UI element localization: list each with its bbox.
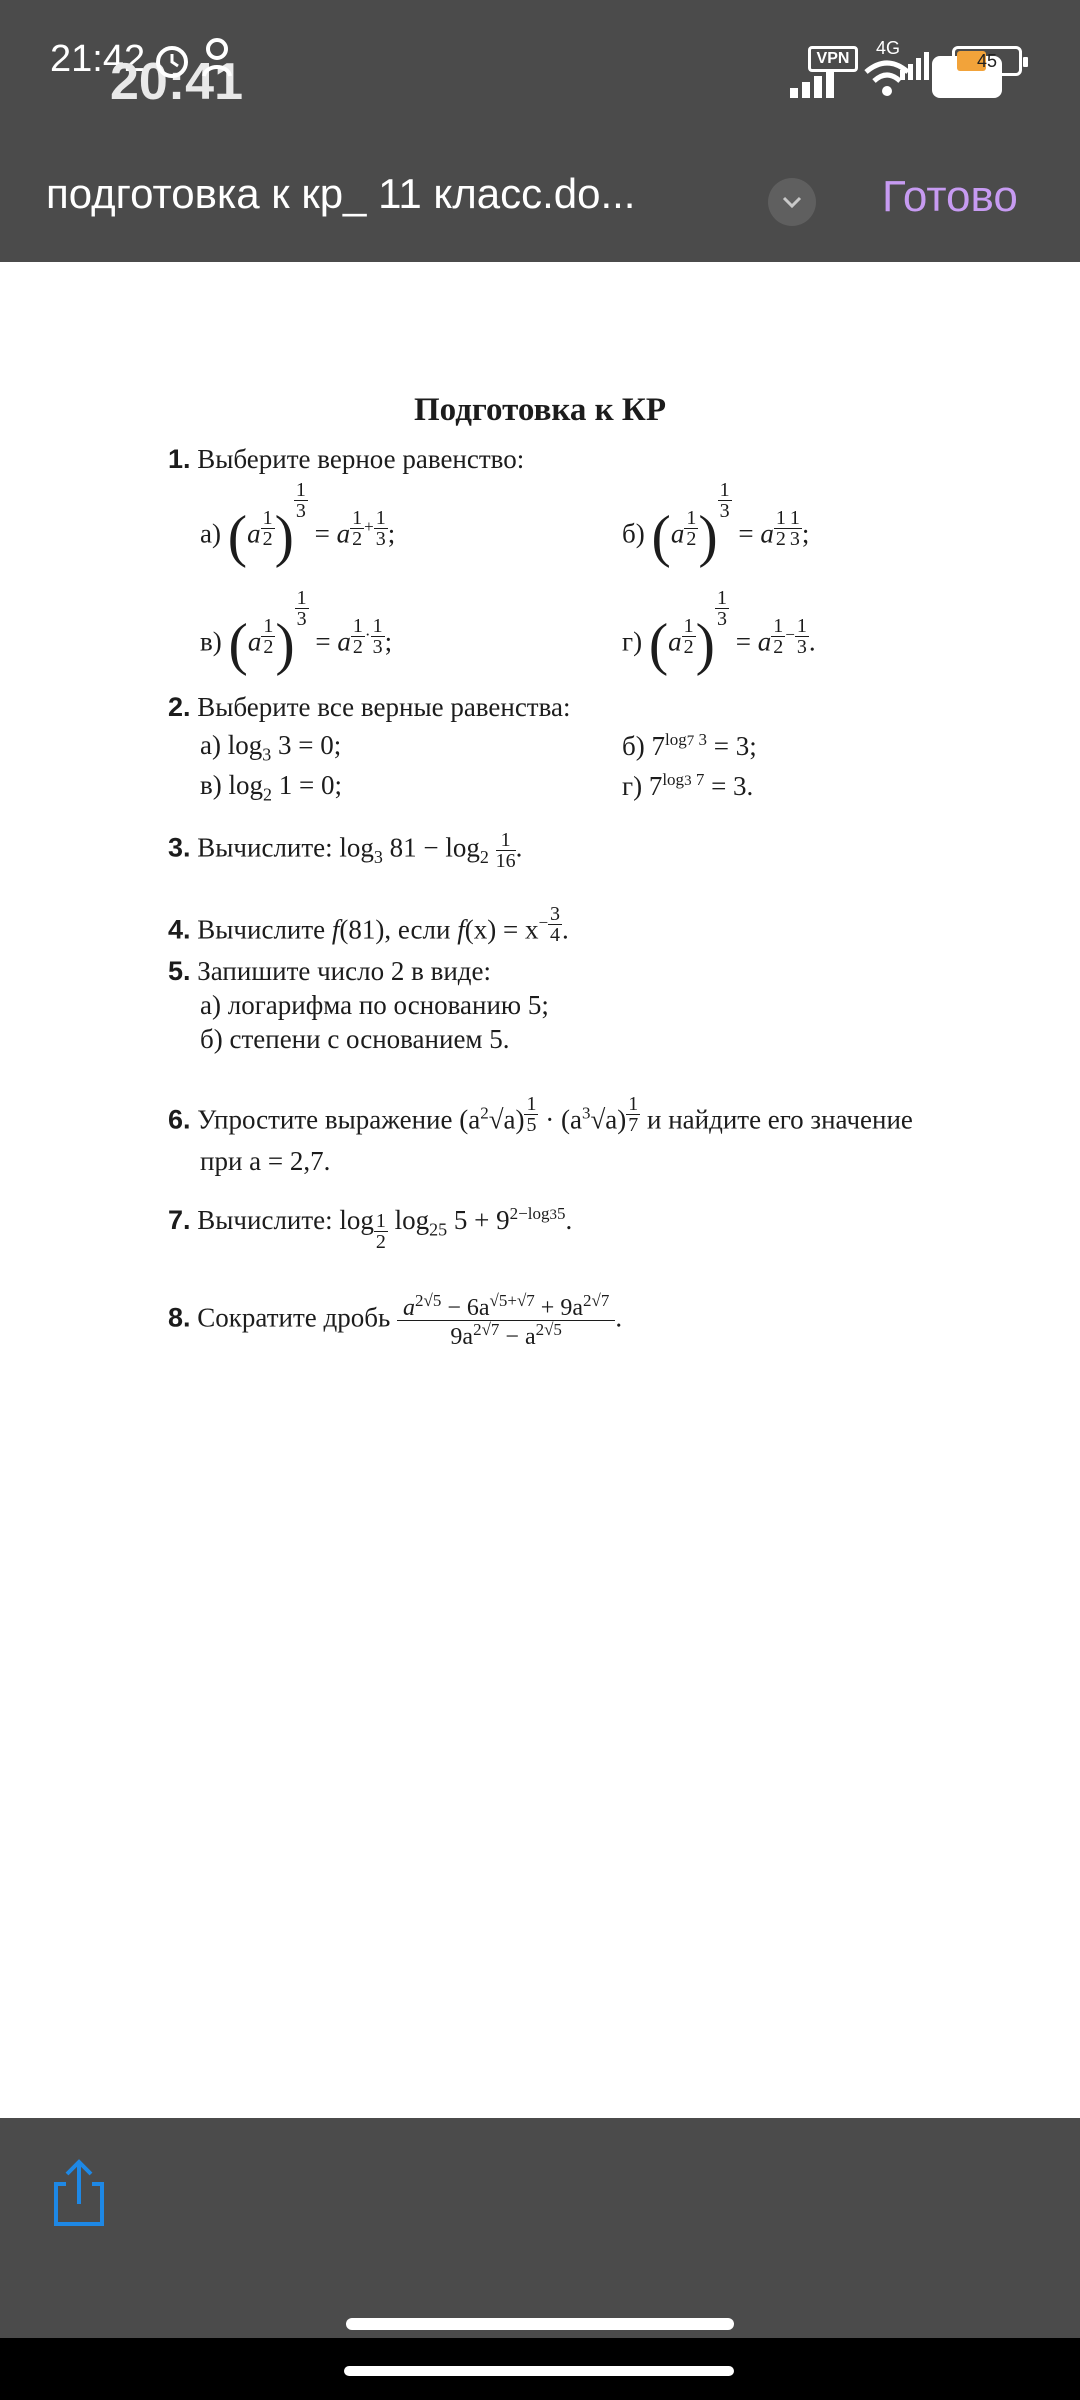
q2-option-d — [622, 770, 753, 802]
option-end: ; — [387, 518, 396, 549]
share-icon[interactable] — [50, 2158, 108, 2228]
fraction-numerator: 1 — [496, 830, 516, 851]
option-label: а) — [200, 518, 221, 549]
question-number: 8. — [168, 1302, 191, 1333]
text: √a) — [488, 1104, 525, 1135]
question-2 — [168, 692, 570, 723]
text: 5 + 9 — [447, 1205, 510, 1235]
chevron-down-icon — [781, 194, 803, 210]
text: = 3; — [706, 731, 757, 761]
battery-level: 45 — [976, 51, 998, 71]
home-indicator[interactable] — [346, 2318, 734, 2330]
exp-arg: 5 — [556, 1204, 566, 1223]
person-icon — [200, 36, 234, 80]
fraction-numerator — [397, 1292, 615, 1321]
text: √a) — [590, 1104, 627, 1135]
text: Упростите выражение (a — [197, 1104, 481, 1135]
function-f: f — [331, 914, 340, 945]
battery-icon — [952, 46, 1022, 76]
log-base: 3 — [373, 847, 383, 868]
battery-nub — [1023, 57, 1028, 67]
question-text: Сократите дробь — [197, 1302, 391, 1333]
question-6-line2: при a = 2,7. — [200, 1146, 331, 1176]
text: 9a — [450, 1324, 474, 1350]
text: . — [565, 1205, 573, 1235]
cell-signal-icon — [900, 50, 936, 80]
text: . — [615, 1302, 623, 1333]
bottom-toolbar — [0, 2118, 1080, 2400]
op-plus: + — [364, 517, 374, 537]
question-text: Запишите число 2 в виде: — [197, 956, 492, 986]
page-title: Подготовка к КР — [413, 392, 667, 428]
exp-log: log — [664, 730, 687, 749]
exp: 2√7 — [582, 1291, 610, 1310]
op-times: · — [364, 625, 371, 645]
q5-option-b: б) степени с основанием 5. — [200, 1024, 510, 1054]
log-base: 25 — [429, 1219, 448, 1240]
question-number: 1. — [168, 444, 191, 474]
q1-option-d: г) (a $^{\frac{1}{2}}$ ) $^{\frac{1}{3}}$ = a $^{\frac{1}{2} - \frac{1}{3}}$ . — [622, 587, 816, 677]
status-bar — [0, 0, 1080, 120]
function-f: f — [457, 914, 465, 945]
text: Вычислите: log — [197, 1205, 374, 1235]
question-4: 4. Вычислите f(81), если $f(x) = x^{- \frac{3}{4}}$ . — [168, 903, 569, 946]
vpn-badge: VPN — [808, 46, 858, 72]
option-end: ; — [801, 518, 810, 549]
exp-denominator: 4 — [550, 924, 561, 946]
text: 81 − log — [382, 832, 480, 863]
q2-option-b — [622, 730, 757, 762]
text: 3 = 0; — [271, 730, 342, 760]
exp-arg: 3 — [694, 730, 707, 749]
var: a — [403, 1295, 416, 1321]
text: 1 = 0; — [272, 770, 342, 800]
exp: 2√5 — [535, 1320, 562, 1339]
exp-numerator: 3 — [550, 903, 561, 925]
question-7: 7. Вычислите: log $_{\frac{1}{2}}$ $\log_{25} 5 + 9^{2-log35}$. — [168, 1204, 573, 1253]
log-base: 3 — [262, 744, 272, 765]
exp: √5+√7 — [489, 1291, 535, 1310]
text: б) 7 — [622, 731, 665, 761]
exp-text: 2−log — [509, 1204, 550, 1223]
question-number: 5. — [168, 956, 191, 986]
option-end: . — [808, 626, 816, 657]
text: . — [562, 914, 569, 945]
question-number: 2. — [168, 692, 191, 722]
question-number: 7. — [168, 1205, 191, 1235]
option-label: в) — [200, 626, 222, 657]
title-menu-button[interactable] — [768, 178, 816, 226]
exp-base: 7 — [686, 733, 695, 749]
text: Вычислите: log — [197, 832, 374, 863]
question-3 — [168, 830, 522, 871]
signal-bars-icon — [790, 70, 850, 98]
text: + 9a — [534, 1295, 583, 1321]
question-number: 3. — [168, 832, 191, 863]
network-type: 4G — [876, 38, 901, 58]
text: − 6a — [441, 1295, 490, 1321]
fraction-denominator: 16 — [495, 850, 516, 872]
status-time-back: 21:42 — [50, 38, 146, 80]
text: log — [387, 1205, 430, 1235]
status-time-front: 20:41 — [110, 53, 243, 111]
log-base: 2 — [263, 784, 272, 805]
text: г) 7 — [622, 771, 663, 801]
done-button[interactable]: Готово — [882, 172, 1018, 221]
exp-log: log — [662, 770, 685, 789]
question-text: Выберите верное равенство: — [197, 444, 525, 474]
exp-arg: 7 — [691, 770, 705, 789]
q1-option-c: в) (a $^{\frac{1}{2}}$ ) $^{\frac{1}{3}}$ = a $^{\frac{1}{2} \cdot \frac{1}{3}}$ ; — [200, 587, 393, 677]
text: = 3. — [704, 771, 754, 801]
q5-option-a: а) логарифма по основанию 5; — [200, 990, 549, 1020]
text: (81), если — [339, 914, 458, 945]
text: − a — [499, 1324, 536, 1350]
exp: 2√5 — [415, 1291, 442, 1310]
text: Вычислите — [197, 914, 332, 945]
exp: 2√7 — [473, 1320, 500, 1339]
exp-base: 3 — [684, 773, 692, 789]
question-1 — [168, 444, 524, 475]
navigation-strip — [0, 2338, 1080, 2400]
text: в) log — [200, 770, 263, 800]
option-label: б) — [622, 518, 645, 549]
exp-base: 3 — [549, 1207, 557, 1223]
question-number: 4. — [168, 914, 191, 945]
q1-option-b: б) (a $^{\frac{1}{2}}$ ) $^{\frac{1}{3}}$ = a $^{\frac{1}{2} \frac{1}{3}}$ ; — [622, 479, 810, 569]
option-end: ; — [384, 626, 393, 657]
q1-option-a: а) (a $^{\frac{1}{2}}$ ) $^{\frac{1}{3}}$ = a $^{\frac{1}{2} + \frac{1}{3}}$ ; — [200, 479, 396, 569]
text: а) log — [200, 730, 263, 760]
fraction-denominator — [397, 1321, 615, 1349]
option-label: г) — [622, 626, 643, 657]
text: · (a — [538, 1104, 582, 1135]
text: (x) = x — [464, 914, 539, 945]
question-5 — [168, 956, 491, 987]
top-bar — [0, 0, 1080, 262]
system-home-indicator[interactable] — [344, 2366, 734, 2376]
q2-option-a — [200, 730, 341, 765]
question-6: 6. Упростите выражение $(a^2√a)$ $^{\frac{1}{5}}$ · $(a^3√a)$ $^{\frac{1}{7}}$ и найдите его значение — [168, 1093, 913, 1136]
document-page — [0, 262, 1080, 2118]
alarm-icon — [150, 38, 194, 82]
text: . — [515, 832, 523, 863]
q2-option-c — [200, 770, 342, 805]
question-number: 6. — [168, 1104, 191, 1135]
document-title: подготовка к кр_ 11 класс.do... — [46, 170, 636, 217]
text: и найдите его значение — [640, 1104, 913, 1135]
log-base: 2 — [479, 847, 489, 868]
question-text: Выберите все верные равенства: — [197, 692, 571, 722]
question-8 — [168, 1292, 622, 1349]
op-minus: − — [785, 625, 795, 645]
